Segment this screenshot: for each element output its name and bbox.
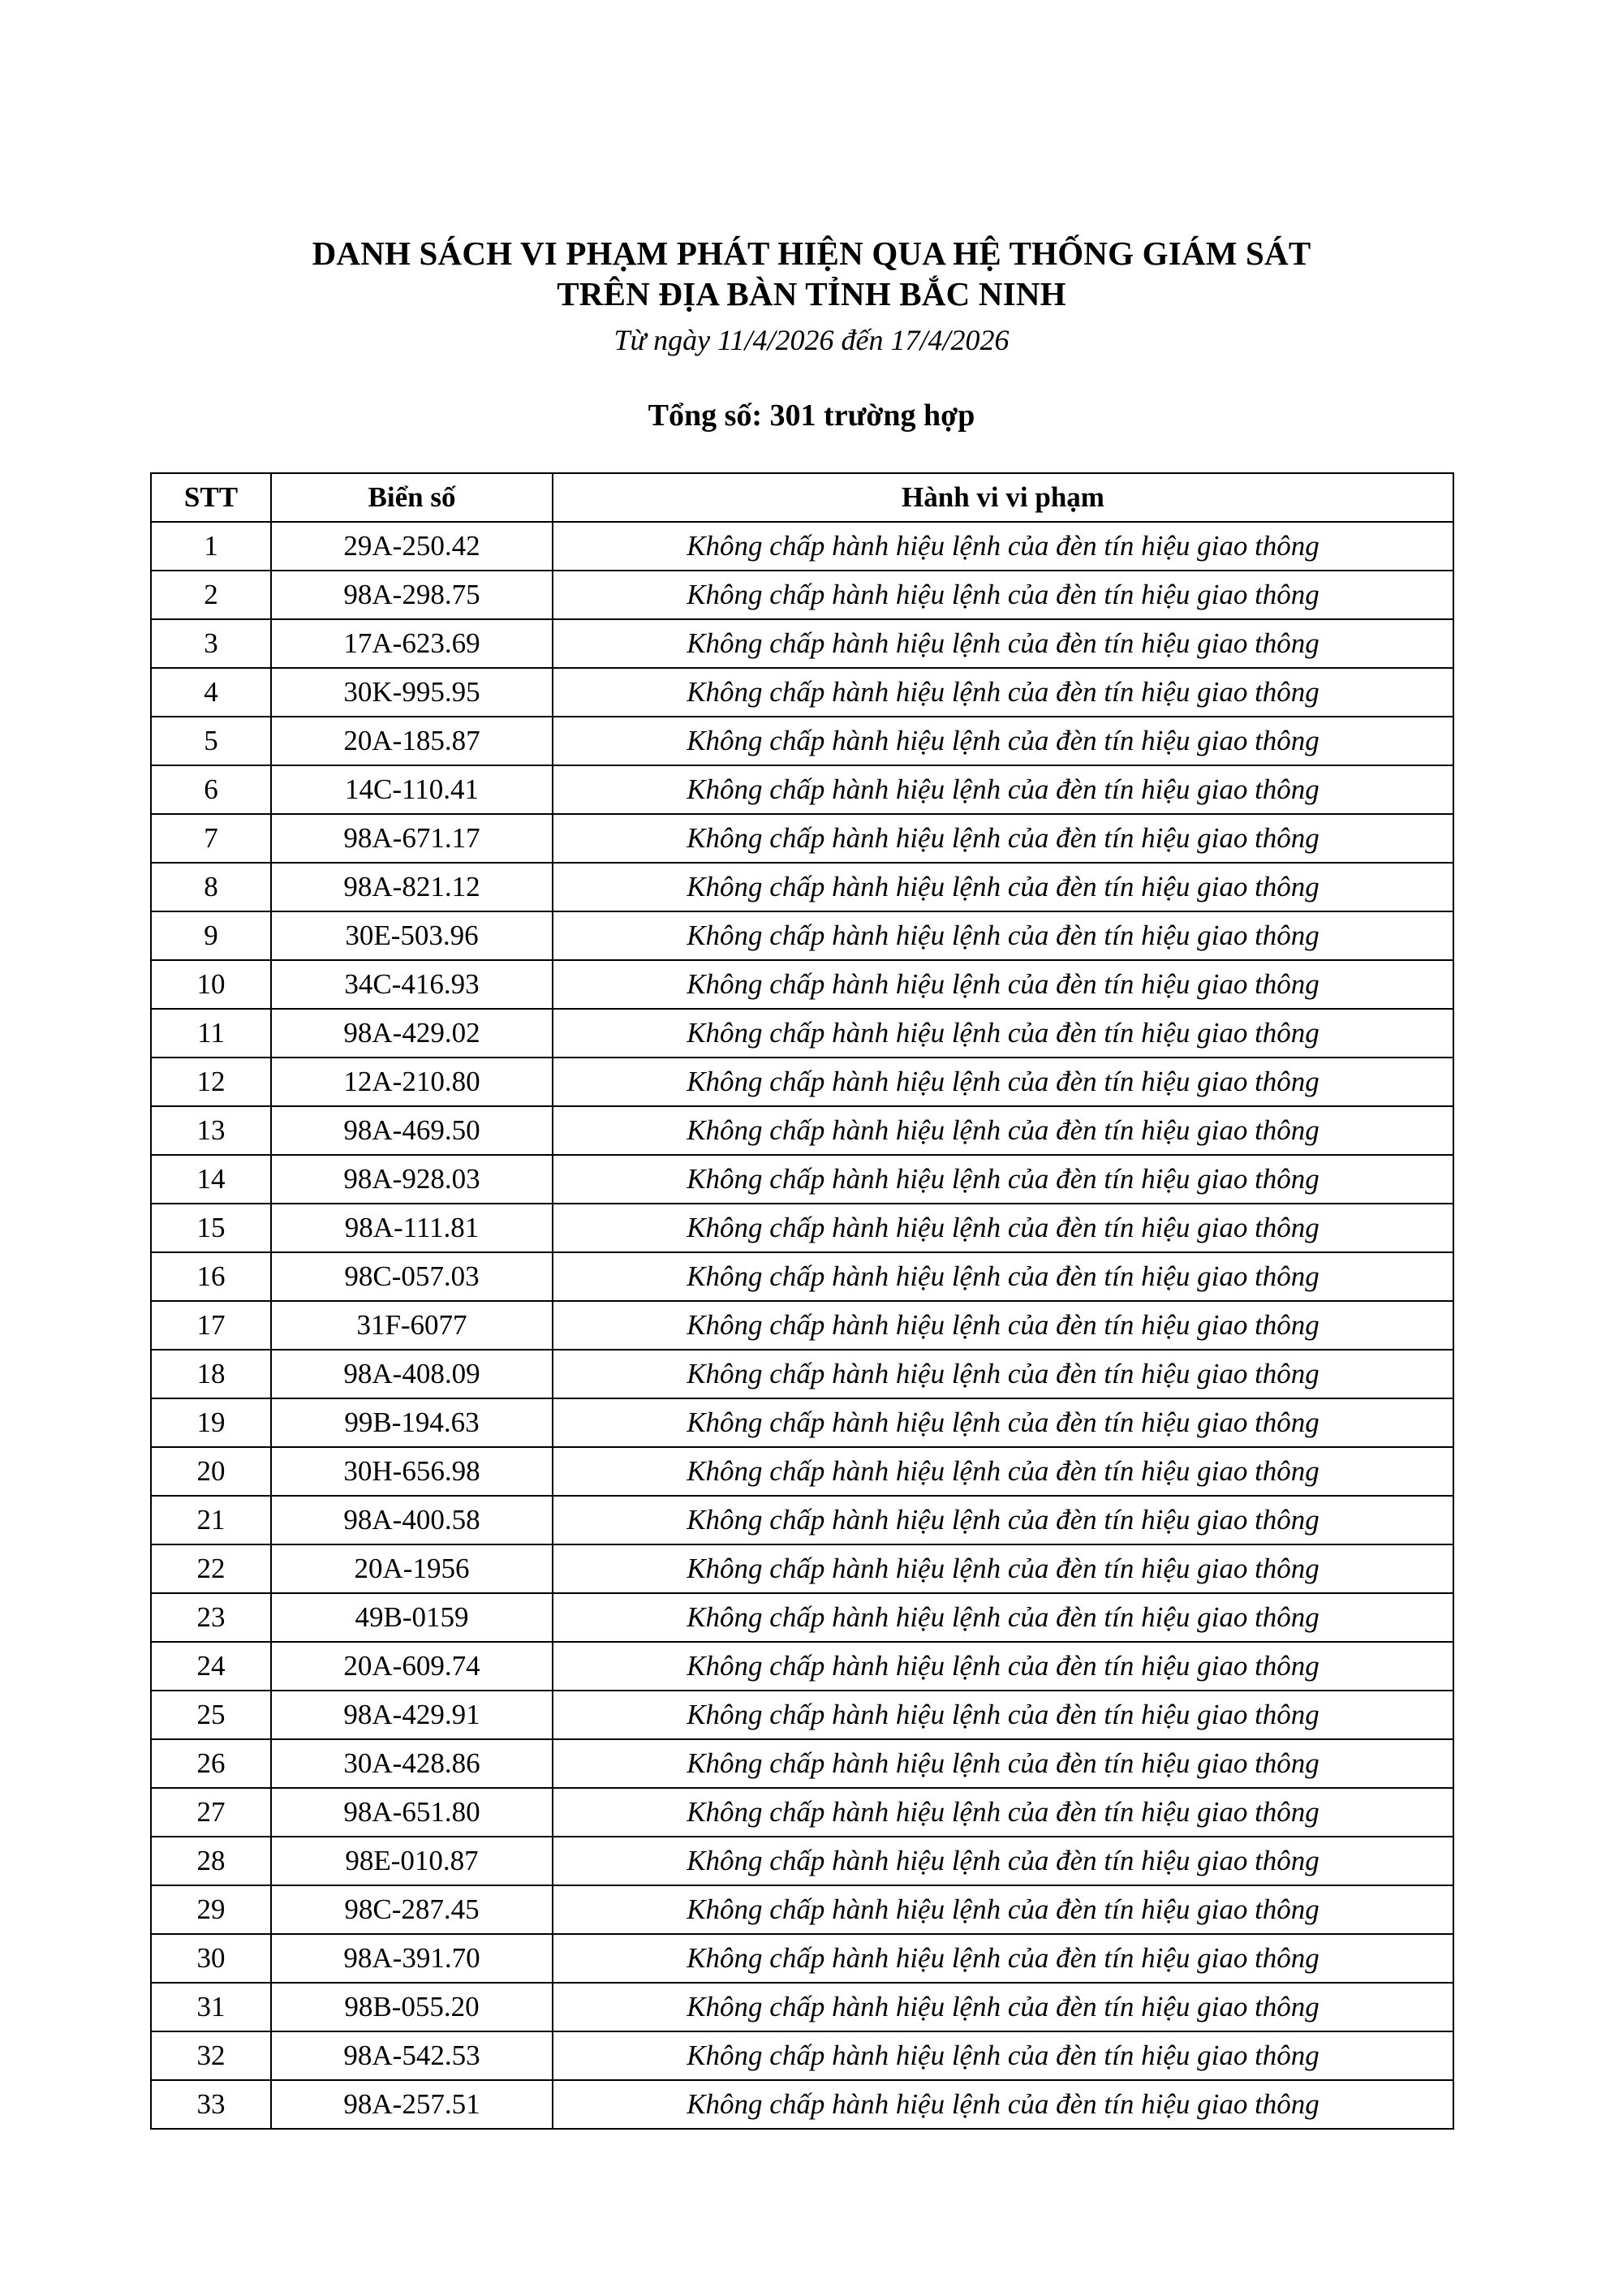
- table-row: [151, 765, 1453, 814]
- cell-violation-description: Không chấp hành hiệu lệnh của đèn tín hiệu giao thông: [553, 2080, 1453, 2129]
- cell-license-plate: 17A-623.69: [271, 619, 553, 668]
- page-title-line-2: TRÊN ĐỊA BÀN TỈNH BẮC NINH: [557, 275, 1066, 313]
- table-row: [151, 619, 1453, 668]
- cell-stt: 18: [151, 1350, 271, 1398]
- cell-license-plate: 98A-429.91: [271, 1691, 553, 1739]
- total-count-label: Tổng số: 301 trường hợp: [648, 398, 975, 433]
- cell-license-plate: 30H-656.98: [271, 1447, 553, 1496]
- cell-stt: 10: [151, 960, 271, 1009]
- cell-stt: 15: [151, 1204, 271, 1252]
- cell-violation-description: Không chấp hành hiệu lệnh của đèn tín hiệu giao thông: [553, 814, 1453, 863]
- table-row: [151, 911, 1453, 960]
- table-row: [151, 960, 1453, 1009]
- cell-license-plate: 98A-671.17: [271, 814, 553, 863]
- table-row: [151, 1642, 1453, 1691]
- table-row: [151, 522, 1453, 571]
- cell-stt: 28: [151, 1837, 271, 1885]
- cell-license-plate: 30A-428.86: [271, 1739, 553, 1788]
- table-row: [151, 863, 1453, 911]
- cell-license-plate: 98A-391.70: [271, 1934, 553, 1983]
- table-row: [151, 1009, 1453, 1058]
- cell-violation-description: Không chấp hành hiệu lệnh của đèn tín hiệu giao thông: [553, 1252, 1453, 1301]
- cell-violation-description: Không chấp hành hiệu lệnh của đèn tín hiệu giao thông: [553, 1155, 1453, 1204]
- cell-license-plate: 30E-503.96: [271, 911, 553, 960]
- cell-violation-description: Không chấp hành hiệu lệnh của đèn tín hiệu giao thông: [553, 619, 1453, 668]
- cell-stt: 16: [151, 1252, 271, 1301]
- cell-stt: 19: [151, 1398, 271, 1447]
- document-header: [0, 0, 1623, 433]
- column-header-violation: Hành vi vi phạm: [553, 473, 1453, 522]
- date-range-subtitle: Từ ngày 11/4/2026 đến 17/4/2026: [613, 323, 1010, 356]
- cell-license-plate: 98C-287.45: [271, 1885, 553, 1934]
- cell-violation-description: Không chấp hành hiệu lệnh của đèn tín hiệu giao thông: [553, 1350, 1453, 1398]
- cell-stt: 4: [151, 668, 271, 717]
- cell-license-plate: 98A-400.58: [271, 1496, 553, 1544]
- cell-violation-description: Không chấp hành hiệu lệnh của đèn tín hiệu giao thông: [553, 1642, 1453, 1691]
- cell-stt: 17: [151, 1301, 271, 1350]
- cell-license-plate: 98C-057.03: [271, 1252, 553, 1301]
- table-row: [151, 1885, 1453, 1934]
- table-row: [151, 1496, 1453, 1544]
- cell-stt: 9: [151, 911, 271, 960]
- table-row: [151, 1155, 1453, 1204]
- table-row: [151, 1544, 1453, 1593]
- cell-stt: 6: [151, 765, 271, 814]
- table-row: [151, 1447, 1453, 1496]
- cell-violation-description: Không chấp hành hiệu lệnh của đèn tín hiệu giao thông: [553, 1983, 1453, 2031]
- cell-violation-description: Không chấp hành hiệu lệnh của đèn tín hiệu giao thông: [553, 1885, 1453, 1934]
- cell-violation-description: Không chấp hành hiệu lệnh của đèn tín hiệu giao thông: [553, 1009, 1453, 1058]
- cell-license-plate: 14C-110.41: [271, 765, 553, 814]
- table-row: [151, 1739, 1453, 1788]
- cell-license-plate: 49B-0159: [271, 1593, 553, 1642]
- cell-stt: 14: [151, 1155, 271, 1204]
- cell-violation-description: Không chấp hành hiệu lệnh của đèn tín hiệu giao thông: [553, 1739, 1453, 1788]
- cell-license-plate: 30K-995.95: [271, 668, 553, 717]
- cell-stt: 30: [151, 1934, 271, 1983]
- cell-license-plate: 34C-416.93: [271, 960, 553, 1009]
- table-row: [151, 814, 1453, 863]
- table-row: [151, 717, 1453, 765]
- table-row: [151, 1983, 1453, 2031]
- cell-stt: 2: [151, 571, 271, 619]
- cell-license-plate: 98E-010.87: [271, 1837, 553, 1885]
- table-row: [151, 1350, 1453, 1398]
- table-row: [151, 1301, 1453, 1350]
- cell-stt: 5: [151, 717, 271, 765]
- column-header-plate: Biển số: [271, 473, 553, 522]
- cell-stt: 1: [151, 522, 271, 571]
- cell-license-plate: 98A-651.80: [271, 1788, 553, 1837]
- table-row: [151, 1204, 1453, 1252]
- cell-violation-description: Không chấp hành hiệu lệnh của đèn tín hiệu giao thông: [553, 1788, 1453, 1837]
- cell-license-plate: 20A-1956: [271, 1544, 553, 1593]
- cell-stt: 23: [151, 1593, 271, 1642]
- table-row: [151, 668, 1453, 717]
- violations-table: [150, 472, 1454, 2130]
- cell-violation-description: Không chấp hành hiệu lệnh của đèn tín hiệu giao thông: [553, 1398, 1453, 1447]
- cell-violation-description: Không chấp hành hiệu lệnh của đèn tín hiệu giao thông: [553, 1204, 1453, 1252]
- table-header: [151, 473, 1453, 522]
- cell-violation-description: Không chấp hành hiệu lệnh của đèn tín hiệu giao thông: [553, 1691, 1453, 1739]
- cell-license-plate: 29A-250.42: [271, 522, 553, 571]
- cell-violation-description: Không chấp hành hiệu lệnh của đèn tín hiệu giao thông: [553, 571, 1453, 619]
- table-body: [151, 522, 1453, 2129]
- cell-license-plate: 98B-055.20: [271, 1983, 553, 2031]
- table-row: [151, 2031, 1453, 2080]
- cell-stt: 33: [151, 2080, 271, 2129]
- cell-stt: 29: [151, 1885, 271, 1934]
- cell-violation-description: Không chấp hành hiệu lệnh của đèn tín hiệu giao thông: [553, 1837, 1453, 1885]
- violations-table-container: [0, 472, 1623, 2130]
- table-row: [151, 1788, 1453, 1837]
- cell-stt: 7: [151, 814, 271, 863]
- cell-violation-description: Không chấp hành hiệu lệnh của đèn tín hiệu giao thông: [553, 1447, 1453, 1496]
- cell-violation-description: Không chấp hành hiệu lệnh của đèn tín hiệu giao thông: [553, 717, 1453, 765]
- cell-license-plate: 12A-210.80: [271, 1058, 553, 1106]
- cell-stt: 32: [151, 2031, 271, 2080]
- cell-violation-description: Không chấp hành hiệu lệnh của đèn tín hiệu giao thông: [553, 1544, 1453, 1593]
- table-row: [151, 1934, 1453, 1983]
- table-row: [151, 1691, 1453, 1739]
- cell-license-plate: 98A-429.02: [271, 1009, 553, 1058]
- cell-license-plate: 98A-542.53: [271, 2031, 553, 2080]
- cell-license-plate: 31F-6077: [271, 1301, 553, 1350]
- cell-violation-description: Không chấp hành hiệu lệnh của đèn tín hiệu giao thông: [553, 1058, 1453, 1106]
- cell-violation-description: Không chấp hành hiệu lệnh của đèn tín hiệu giao thông: [553, 863, 1453, 911]
- cell-stt: 24: [151, 1642, 271, 1691]
- cell-license-plate: 98A-111.81: [271, 1204, 553, 1252]
- cell-stt: 31: [151, 1983, 271, 2031]
- cell-violation-description: Không chấp hành hiệu lệnh của đèn tín hiệu giao thông: [553, 1301, 1453, 1350]
- cell-license-plate: 98A-928.03: [271, 1155, 553, 1204]
- cell-stt: 12: [151, 1058, 271, 1106]
- cell-stt: 27: [151, 1788, 271, 1837]
- cell-stt: 11: [151, 1009, 271, 1058]
- cell-stt: 22: [151, 1544, 271, 1593]
- cell-violation-description: Không chấp hành hiệu lệnh của đèn tín hiệu giao thông: [553, 960, 1453, 1009]
- cell-violation-description: Không chấp hành hiệu lệnh của đèn tín hiệu giao thông: [553, 1934, 1453, 1983]
- cell-violation-description: Không chấp hành hiệu lệnh của đèn tín hiệu giao thông: [553, 1496, 1453, 1544]
- table-row: [151, 1106, 1453, 1155]
- cell-license-plate: 98A-408.09: [271, 1350, 553, 1398]
- cell-violation-description: Không chấp hành hiệu lệnh của đèn tín hiệu giao thông: [553, 765, 1453, 814]
- table-row: [151, 571, 1453, 619]
- column-header-stt: STT: [151, 473, 271, 522]
- cell-violation-description: Không chấp hành hiệu lệnh của đèn tín hiệu giao thông: [553, 668, 1453, 717]
- cell-license-plate: 20A-185.87: [271, 717, 553, 765]
- cell-stt: 21: [151, 1496, 271, 1544]
- cell-stt: 3: [151, 619, 271, 668]
- table-row: [151, 2080, 1453, 2129]
- table-row: [151, 1837, 1453, 1885]
- cell-violation-description: Không chấp hành hiệu lệnh của đèn tín hiệu giao thông: [553, 911, 1453, 960]
- cell-violation-description: Không chấp hành hiệu lệnh của đèn tín hiệu giao thông: [553, 1593, 1453, 1642]
- cell-license-plate: 98A-469.50: [271, 1106, 553, 1155]
- table-row: [151, 1398, 1453, 1447]
- table-header-row: [151, 473, 1453, 522]
- cell-violation-description: Không chấp hành hiệu lệnh của đèn tín hiệu giao thông: [553, 522, 1453, 571]
- cell-stt: 8: [151, 863, 271, 911]
- table-row: [151, 1252, 1453, 1301]
- table-row: [151, 1593, 1453, 1642]
- cell-license-plate: 98A-298.75: [271, 571, 553, 619]
- page-title-line-1: DANH SÁCH VI PHẠM PHÁT HIỆN QUA HỆ THỐNG GIÁM SÁT: [312, 235, 1311, 272]
- cell-license-plate: 20A-609.74: [271, 1642, 553, 1691]
- cell-license-plate: 98A-821.12: [271, 863, 553, 911]
- cell-violation-description: Không chấp hành hiệu lệnh của đèn tín hiệu giao thông: [553, 2031, 1453, 2080]
- cell-stt: 13: [151, 1106, 271, 1155]
- cell-license-plate: 98A-257.51: [271, 2080, 553, 2129]
- table-row: [151, 1058, 1453, 1106]
- cell-stt: 25: [151, 1691, 271, 1739]
- cell-stt: 20: [151, 1447, 271, 1496]
- cell-license-plate: 99B-194.63: [271, 1398, 553, 1447]
- cell-violation-description: Không chấp hành hiệu lệnh của đèn tín hiệu giao thông: [553, 1106, 1453, 1155]
- cell-stt: 26: [151, 1739, 271, 1788]
